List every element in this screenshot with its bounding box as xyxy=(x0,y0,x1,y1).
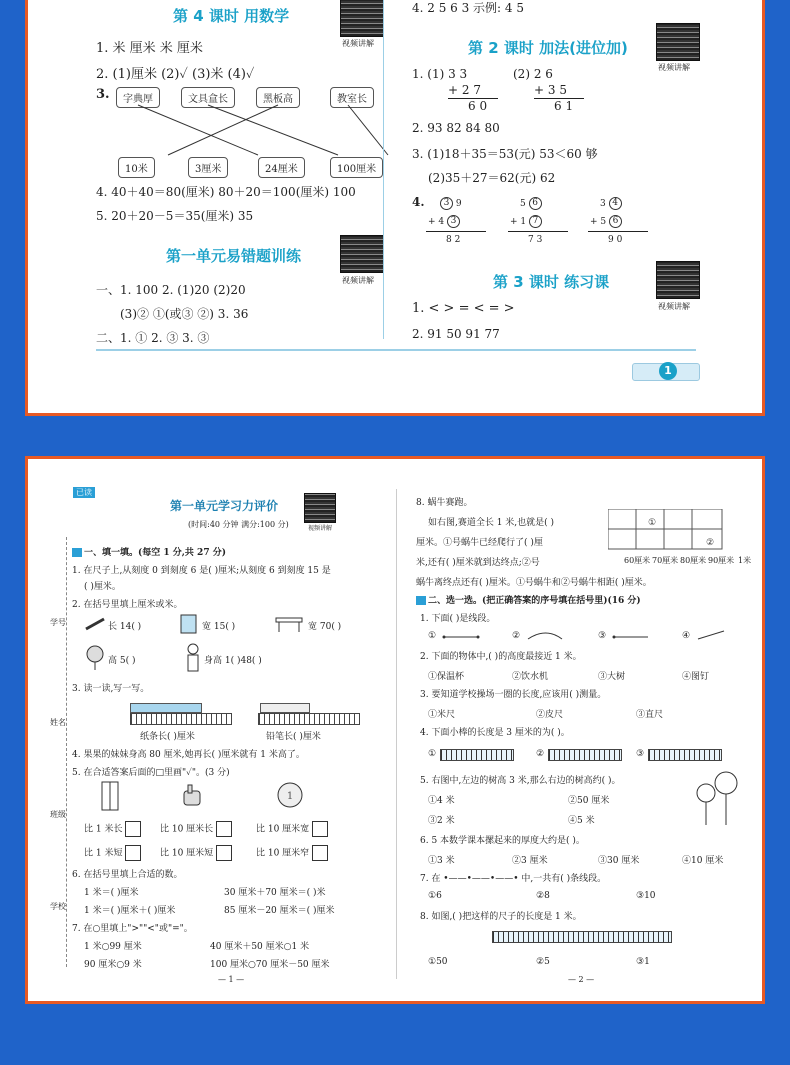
lesson4-q1: 1. 米 厘米 米 厘米 xyxy=(96,41,203,56)
choose-c2: 2. 下面的物体中,( )的高度最接近 1 米。 xyxy=(420,652,582,662)
page-number-right: — 2 — xyxy=(568,975,595,984)
c8-opt: ③1 xyxy=(636,957,650,967)
c1-opt: ④ xyxy=(682,631,691,641)
choose-c1: 1. 下面( )是线段。 xyxy=(420,614,496,624)
side-label: 学号 xyxy=(50,618,66,627)
q2-item: 宽 70( ) xyxy=(308,622,342,632)
q5-opt-text: 比 1 米短 xyxy=(84,848,123,859)
c5-opt: ④5 米 xyxy=(568,816,595,826)
binding-line xyxy=(66,537,67,967)
page-divider xyxy=(396,489,397,979)
video-qr-code[interactable] xyxy=(340,0,384,37)
snail-track xyxy=(608,509,728,555)
lesson4-q3-label: 3. xyxy=(96,87,110,102)
sum-line xyxy=(588,231,648,232)
ruler xyxy=(258,713,360,725)
q4c-digits xyxy=(600,197,622,210)
c7-opt: ②8 xyxy=(536,891,550,901)
match-top-item: 黑板高 xyxy=(256,87,300,108)
apple-digit: 6 xyxy=(529,197,542,210)
fill-q2: 2. 在括号里填上厘米或米。 xyxy=(72,600,183,610)
c6-opt: ③30 厘米 xyxy=(598,856,640,866)
apple-digit: 3 xyxy=(447,215,460,228)
q5-opt-text: 比 10 厘米宽 xyxy=(256,824,310,835)
pencil-icon xyxy=(84,617,106,631)
digit: 5 xyxy=(520,199,526,209)
q5-opt xyxy=(256,821,328,837)
tree-icon xyxy=(84,645,106,671)
q4a-addend xyxy=(428,215,460,228)
ruler xyxy=(548,749,622,761)
choose-c7: 7. 在 •——•——•——• 中,一共有( )条线段。 xyxy=(420,874,607,884)
c6-opt: ②3 厘米 xyxy=(512,856,548,866)
c6-opt: ①3 米 xyxy=(428,856,455,866)
right-top-line: 4. 2 5 6 3 示例: 4 5 xyxy=(412,1,525,15)
q4b-addend xyxy=(510,215,542,228)
c2-opt: ③大树 xyxy=(598,672,626,682)
ray-icon xyxy=(612,633,652,641)
video-label: 视频讲解 xyxy=(308,525,333,532)
c3-opt: ①米尺 xyxy=(428,710,456,720)
c5-opt: ③2 米 xyxy=(428,816,455,826)
fill-q7: 7. 在○里填上">""<"或"="。 xyxy=(72,924,193,934)
track-label: 60厘米 xyxy=(624,556,651,565)
match-bottom-item: 24厘米 xyxy=(258,157,305,178)
snail-1: ① xyxy=(648,518,657,528)
digit: + 1 xyxy=(510,217,527,227)
match-top-item: 字典厚 xyxy=(116,87,160,108)
q6-item: 85 厘米－20 厘米＝( )厘米 xyxy=(224,906,335,916)
c7-opt: ①6 xyxy=(428,891,442,901)
q7-item: 1 米○99 厘米 xyxy=(84,942,142,952)
choose-c3: 3. 要知道学校操场一圈的长度,应该用( )测量。 xyxy=(420,690,607,700)
page-number: 1 xyxy=(659,362,677,380)
exam-title: 第一单元学习力评价 xyxy=(170,499,279,513)
c8-opt: ②5 xyxy=(536,957,550,967)
fill-q5: 5. 在合适答案后面的□里画"✓"。(3 分) xyxy=(72,768,230,778)
paper-strip xyxy=(130,703,202,713)
q5-opt xyxy=(84,821,141,837)
match-bottom-item: 3厘米 xyxy=(188,157,228,178)
ruler xyxy=(440,749,514,761)
page-number-left: — 1 — xyxy=(218,975,245,984)
lesson2-q1a2: + 2 7 xyxy=(448,83,481,97)
digit: + 5 xyxy=(590,217,607,227)
side-label: 姓名 xyxy=(50,718,66,727)
c1-opt: ① xyxy=(428,631,437,641)
fill-header xyxy=(72,545,226,558)
segment-icon xyxy=(442,633,482,641)
video-label: 视频讲解 xyxy=(658,302,690,311)
pencil-shape xyxy=(260,703,310,713)
match-bottom-item: 100厘米 xyxy=(330,157,383,178)
q4c-result: 9 0 xyxy=(608,235,623,245)
hand-icon xyxy=(180,783,206,807)
q4b-result: 7 3 xyxy=(528,235,543,245)
digit: 3 xyxy=(600,199,606,209)
checkbox[interactable] xyxy=(216,821,232,837)
errors-line2: (3)② ①(或③ ②) 3. 36 xyxy=(120,307,249,321)
lesson2-q2: 2. 93 82 84 80 xyxy=(412,121,500,135)
sum-line xyxy=(426,231,486,232)
side-label: 班级 xyxy=(50,810,66,819)
track-label: 1米 xyxy=(738,556,752,565)
q2-item: 身高 1( )48( ) xyxy=(204,656,262,666)
exam-subtitle: (时间:40 分钟 满分:100 分) xyxy=(188,520,289,529)
snail-q8a: 如右图,赛道全长 1 米,也就是( ) xyxy=(428,518,555,528)
video-qr-code[interactable] xyxy=(656,261,700,299)
video-qr-code[interactable] xyxy=(656,23,700,61)
notebook-icon xyxy=(178,613,200,635)
slanted-line-icon xyxy=(696,629,726,641)
read-tag: 已读 xyxy=(73,487,95,498)
snail-q8: 8. 蜗牛赛跑。 xyxy=(416,498,473,508)
lesson4-title: 第 4 课时 用数学 xyxy=(173,7,290,25)
matching-lines xyxy=(108,103,408,159)
q7-item: 90 厘米○9 米 xyxy=(84,960,142,970)
video-label: 视频讲解 xyxy=(342,39,374,48)
apple-digit: 6 xyxy=(609,215,622,228)
q4b-digits xyxy=(520,197,542,210)
lesson3-q2: 2. 91 50 91 77 xyxy=(412,327,500,341)
digit: + 4 xyxy=(428,217,445,227)
c3-opt: ③直尺 xyxy=(636,710,664,720)
track-label: 90厘米 xyxy=(708,556,735,565)
q5-opt xyxy=(160,845,232,861)
fill-q3: 3. 读一读,写一写。 xyxy=(72,684,150,694)
q3-item: 纸条长( )厘米 xyxy=(140,732,195,742)
q7-item: 40 厘米＋50 厘米○1 米 xyxy=(210,942,310,952)
coin-icon xyxy=(276,781,304,809)
choose-header xyxy=(416,593,641,606)
lesson3-title: 第 3 课时 练习课 xyxy=(493,273,610,291)
q5-opt-text: 比 10 厘米长 xyxy=(160,824,214,835)
track-label: 80厘米 xyxy=(680,556,707,565)
q5-opt xyxy=(160,821,232,837)
checkbox[interactable] xyxy=(312,845,328,861)
lesson2-q1a3: 6 0 xyxy=(468,99,488,113)
c5-opt: ②50 厘米 xyxy=(568,796,610,806)
ruler xyxy=(130,713,232,725)
column-divider xyxy=(383,0,384,339)
q6-item: 1 米＝( )厘米＋( )厘米 xyxy=(84,906,176,916)
match-bottom-item: 10米 xyxy=(118,157,155,178)
q6-item: 30 厘米＋70 厘米＝( )米 xyxy=(224,888,326,898)
c1-opt: ③ xyxy=(598,631,607,641)
lesson4-q4: 4. 40＋40＝80(厘米) 80＋20＝100(厘米) 100 xyxy=(96,185,356,199)
checkbox[interactable] xyxy=(125,821,141,837)
digit: 9 xyxy=(455,199,462,209)
track-label: 70厘米 xyxy=(652,556,679,565)
errors-line3: 二、1. ① 2. ③ 3. ③ xyxy=(96,331,210,345)
video-qr-code[interactable] xyxy=(340,235,384,273)
answer-page-panel xyxy=(25,0,765,416)
choose-header-text: 二、选一选。(把正确答案的序号填在括号里)(16 分) xyxy=(428,596,641,606)
snail-q8c: 米,还有( )厘米就到达终点;②号 xyxy=(416,558,540,568)
c4-opt: ③ xyxy=(636,749,645,759)
apple-digit: 4 xyxy=(609,197,622,210)
video-label: 视频讲解 xyxy=(342,276,374,285)
c3-opt: ②皮尺 xyxy=(536,710,564,720)
person-icon xyxy=(184,643,202,673)
lesson3-q1: 1. < > = < = > xyxy=(412,301,515,316)
checkbox[interactable] xyxy=(125,845,141,861)
q2-item: 宽 15( ) xyxy=(202,622,236,632)
ruler xyxy=(648,749,722,761)
snail-q8b: 厘米。①号蜗牛已经爬行了( )厘 xyxy=(416,538,543,548)
choose-c8: 8. 如图,( )把这样的尺子的长度是 1 米。 xyxy=(420,912,582,922)
match-top-item: 文具盒长 xyxy=(181,87,235,108)
choose-c4: 4. 下面小棒的长度是 3 厘米的为( )。 xyxy=(420,728,570,738)
ruler xyxy=(492,931,672,943)
fill-q4: 4. 果果的妹妹身高 80 厘米,她再长( )厘米就有 1 米高了。 xyxy=(72,750,305,760)
c4-opt: ② xyxy=(536,749,545,759)
c2-opt: ①保温杯 xyxy=(428,672,465,682)
c4-opt: ① xyxy=(428,749,437,759)
arc-icon xyxy=(526,629,566,641)
errors-line1: 一、1. 100 2. (1)20 (2)20 xyxy=(96,283,246,297)
q7-item: 100 厘米○70 厘米－50 厘米 xyxy=(210,960,330,970)
lesson2-q4-label: 4. xyxy=(412,195,425,209)
q5-opt-text: 比 1 米长 xyxy=(84,824,123,835)
lesson4-q5: 5. 20＋20－5＝35(厘米) 35 xyxy=(96,209,254,223)
door-icon xyxy=(100,781,122,811)
snail-2: ② xyxy=(706,538,715,548)
choose-c5: 5. 右图中,左边的树高 3 米,那么右边的树高约( )。 xyxy=(420,776,621,786)
q3-item: 铅笔长( )厘米 xyxy=(266,732,321,742)
q5-opt xyxy=(84,845,141,861)
apple-digit: 7 xyxy=(529,215,542,228)
lesson2-title: 第 2 课时 加法(进位加) xyxy=(468,39,628,57)
lesson4-q2: 2. (1)厘米 (2)✓ (3)米 (4)✓ xyxy=(96,67,255,82)
lesson2-q3a: 3. (1)18＋35＝53(元) 53＜60 够 xyxy=(412,147,598,161)
lesson2-q3b: (2)35＋27＝62(元) 62 xyxy=(428,171,556,185)
choose-c6: 6. 5 本数学课本摞起来的厚度大约是( )。 xyxy=(420,836,585,846)
c7-opt: ③10 xyxy=(636,891,656,901)
c6-opt: ④10 厘米 xyxy=(682,856,724,866)
trees-icon xyxy=(692,771,742,829)
fill-q6: 6. 在括号里填上合适的数。 xyxy=(72,870,183,880)
checkbox[interactable] xyxy=(312,821,328,837)
errors-title: 第一单元易错题训练 xyxy=(166,247,302,265)
snail-q8d: 蜗牛离终点还有( )厘米。①号蜗牛和②号蜗牛相距( )厘米。 xyxy=(416,578,652,588)
q2-item: 长 14( ) xyxy=(108,622,142,632)
video-label: 视频讲解 xyxy=(658,63,690,72)
c2-opt: ④图钉 xyxy=(682,672,710,682)
q4c-addend xyxy=(590,215,622,228)
q4a-result: 8 2 xyxy=(446,235,461,245)
fill-header-text: 一、填一填。(每空 1 分,共 27 分) xyxy=(84,548,226,558)
q6-item: 1 米＝( )厘米 xyxy=(84,888,139,898)
side-label: 学校 xyxy=(50,902,66,911)
q5-opt-text: 比 10 厘米短 xyxy=(160,848,214,859)
video-qr-code[interactable] xyxy=(304,493,336,523)
lesson2-q1b2: + 3 5 xyxy=(534,83,567,97)
q4a-digits xyxy=(440,197,462,210)
desk-icon xyxy=(274,615,304,633)
fill-q1b: ( )厘米。 xyxy=(84,582,121,592)
lesson2-q1a: 1. (1) 3 3 xyxy=(412,67,468,81)
page-number-badge xyxy=(632,363,700,381)
c5-opt: ①4 米 xyxy=(428,796,455,806)
footer-line xyxy=(96,349,696,351)
q5-opt-text: 比 10 厘米窄 xyxy=(256,848,310,859)
c2-opt: ②饮水机 xyxy=(512,672,549,682)
exam-page-panel xyxy=(25,456,765,1004)
sum-line xyxy=(508,231,568,232)
checkbox[interactable] xyxy=(216,845,232,861)
lesson2-q1b3: 6 1 xyxy=(554,99,574,113)
q2-item: 高 5( ) xyxy=(108,656,136,666)
svg-text:1: 1 xyxy=(286,791,294,802)
match-top-item: 教室长 xyxy=(330,87,374,108)
c1-opt: ② xyxy=(512,631,521,641)
apple-digit: 3 xyxy=(440,197,453,210)
q5-opt xyxy=(256,845,328,861)
c8-opt: ①50 xyxy=(428,957,448,967)
fill-q1a: 1. 在尺子上,从刻度 0 到刻度 6 是( )厘米;从刻度 6 到刻度 15 是 xyxy=(72,566,331,576)
lesson2-q1b: (2) 2 6 xyxy=(513,67,553,81)
